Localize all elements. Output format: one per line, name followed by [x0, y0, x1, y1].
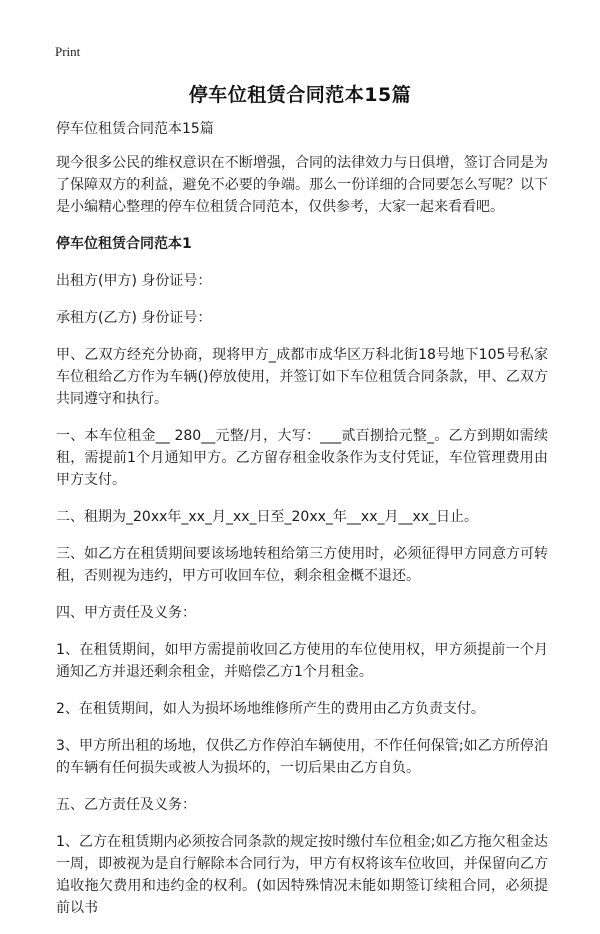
lessee-duties-heading: 五、乙方责任及义务： [56, 797, 196, 813]
lessor-line: 出租方(甲方) 身份证号： [56, 273, 212, 289]
clause-term: 二、租期为_20xx年_xx_月_xx_日至_20xx_年__xx_月__xx_日止。 [56, 509, 479, 525]
document-title: 停车位租赁合同范本15篇 [188, 84, 412, 106]
clause-rent: 一、本车位租金__ 280__元整/月，大写：___贰百捌拾元整_。乙方到期如需续租，需提前1个月通知甲方。乙方留存租金收条作为支付凭证，车位管理费用由甲方支付。 [56, 428, 548, 488]
document-subtitle: 停车位租赁合同范本15篇 [56, 121, 214, 137]
intro-paragraph: 现今很多公民的维权意识在不断增强，合同的法律效力与日俱增，签订合同是为了保障双方的利益，避免不必要的争端。那么一份详细的合同要怎么写呢？以下是小编精心整理的停车位租赁合同范本，仅供参考，大家一起来看看吧。 [56, 155, 548, 215]
lessor-duty-3: 3、甲方所出租的场地，仅供乙方作停泊车辆使用，不作任何保管;如乙方所停泊的车辆有任何损失或被人为损坏的，一切后果由乙方自负。 [56, 738, 548, 776]
document-body [56, 118, 548, 934]
lessor-duty-2: 2、在租赁期间，如人为损坏场地维修所产生的费用由乙方负责支付。 [56, 701, 485, 717]
clause-sublease: 三、如乙方在租赁期间要该场地转租给第三方使用时，必须征得甲方同意方可转租，否则视为违约，甲方可收回车位，剩余租金概不退还。 [56, 546, 548, 584]
agreement-paragraph: 甲、乙双方经充分协商，现将甲方_成都市成华区万科北街18号地下105号私家车位租给乙方作为车辆()停放使用，并签订如下车位租赁合同条款，甲、乙双方共同遵守和执行。 [56, 347, 548, 407]
lessor-duties-heading: 四、甲方责任及义务： [56, 605, 196, 621]
section-heading: 停车位租赁合同范本1 [56, 236, 192, 252]
lessee-duty-1: 1、乙方在租赁期内必须按合同条款的规定按时缴付车位租金;如乙方拖欠租金达一周，即被视为是自行解除本合同行为，甲方有权将该车位收回，并保留向乙方追收拖欠费用和违约金的权利。(如因特殊情况未能如期签订续租合同，必须提前以书 [56, 834, 548, 916]
print-label: Print [55, 44, 81, 59]
lessor-duty-1: 1、在租赁期间，如甲方需提前收回乙方使用的车位使用权，甲方须提前一个月通知乙方并退还剩余租金，并赔偿乙方1个月租金。 [56, 642, 548, 680]
lessee-line: 承租方(乙方) 身份证号： [56, 310, 212, 326]
